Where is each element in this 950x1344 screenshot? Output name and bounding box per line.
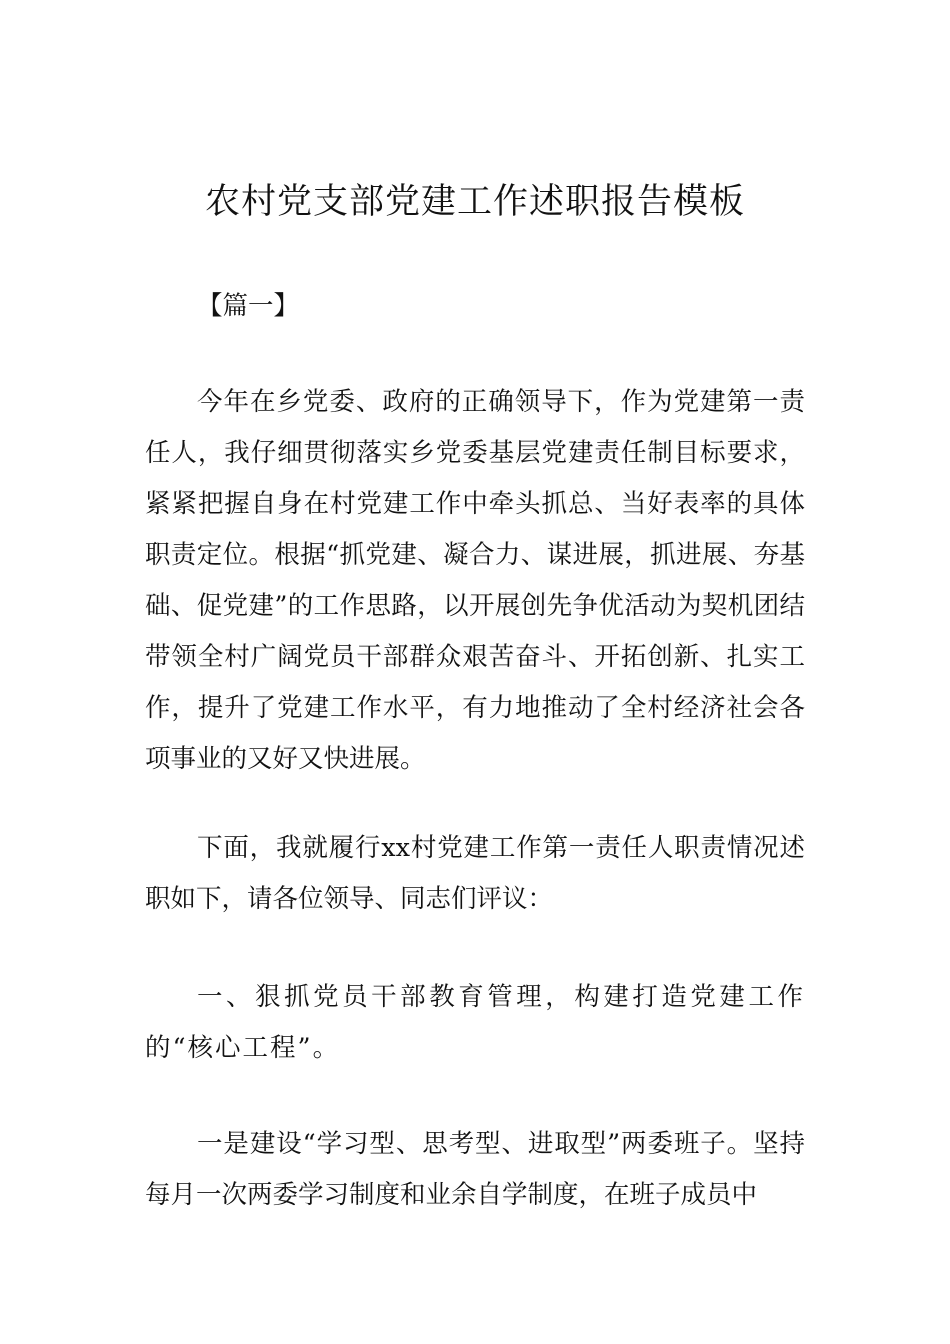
paragraph-intro: 今年在乡党委、政府的正确领导下，作为党建第一责任人，我仔细贯彻落实乡党委基层党建责任制目标要求，紧紧把握自身在村党建工作中牵头抓总、当好表率的具体职责定位。根据“抓党建、凝合力、谋进展，抓进展、夯基础、促党建”的工作思路，以开展创先争优活动为契机团结带领全村广阔党员干部群众艰苦奋斗、开拓创新、扎实工作，提升了党建工作水平，有力地推动了全村经济社会各项事业的又好又快进展。: [145, 387, 805, 774]
paragraph-statement: 下面，我就履行xx村党建工作第一责任人职责情况述职如下，请各位领导、同志们评议：: [145, 833, 805, 914]
paragraph-point-one: 一是建设“学习型、思考型、进取型”两委班子。坚持每月一次两委学习制度和业余自学制度，在班子成员中: [145, 1129, 805, 1210]
document-title: 农村党支部党建工作述职报告模板: [204, 182, 745, 222]
section-heading-one: 一、狠抓党员干部教育管理，构建打造党建工作的“核心工程”。: [145, 982, 805, 1063]
section-tag: 【篇一】: [197, 291, 300, 321]
